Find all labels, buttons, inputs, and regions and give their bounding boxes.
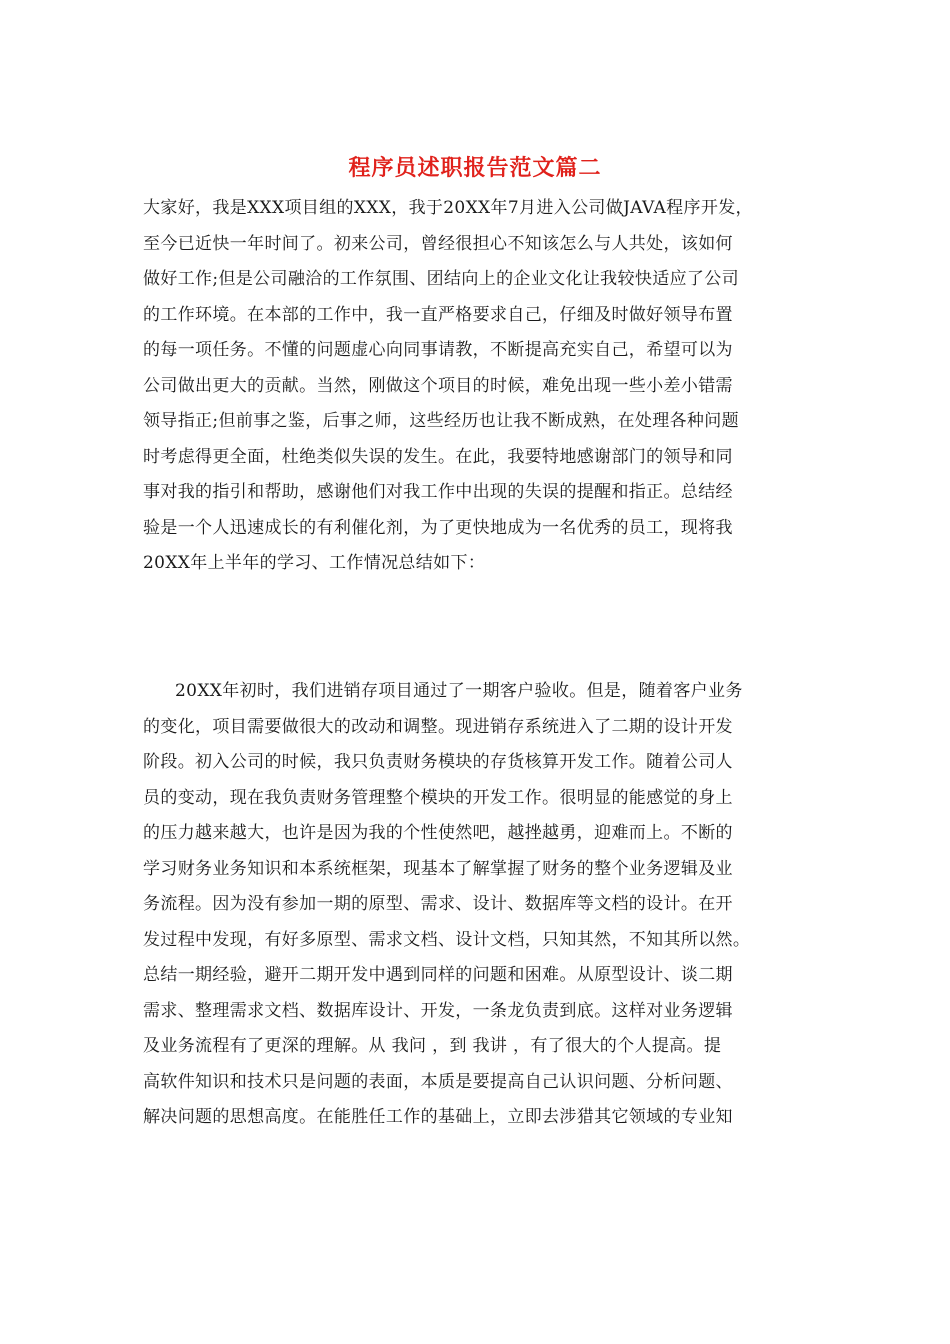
text-line: 学习财务业务知识和本系统框架，现基本了解掌握了财务的整个业务逻辑及业	[143, 858, 733, 879]
text-line: 阶段。初入公司的时候，我只负责财务模块的存货核算开发工作。随着公司人	[143, 752, 733, 772]
text-line: 至今已近快一年时间了。初来公司，曾经很担心不知该怎么与人共处，该如何	[143, 233, 733, 254]
document-title: 程序员述职报告范文篇二	[348, 155, 602, 181]
text-line: 的每一项任务。不懂的问题虚心向同事请教，不断提高充实自己，希望可以为	[143, 340, 733, 360]
text-line: 领导指正;但前事之鉴，后事之师，这些经历也让我不断成熟，在处理各种问题	[143, 411, 739, 431]
text-line: 需求、整理需求文档、数据库设计、开发，一条龙负责到底。这样对业务逻辑	[143, 1000, 733, 1021]
text-line: 总结一期经验，避开二期开发中遇到同样的问题和困难。从原型设计、谈二期	[143, 965, 733, 985]
text-line: 事对我的指引和帮助，感谢他们对我工作中出现的失误的提醒和指正。总结经	[143, 482, 733, 502]
text-line: 的工作环境。在本部的工作中，我一直严格要求自己，仔细及时做好领导布置	[143, 304, 733, 325]
text-line: 高软件知识和技术只是问题的表面，本质是要提高自己认识问题、分析问题、	[143, 1071, 733, 1092]
text-line-indented: 20XX年初时，我们进销存项目通过了一期客户验收。但是，随着客户业务	[175, 681, 743, 701]
text-line: 解决问题的思想高度。在能胜任工作的基础上，立即去涉猎其它领域的专业知	[143, 1107, 733, 1127]
text-line: 发过程中发现，有好多原型、需求文档、设计文档，只知其然，不知其所以然。	[143, 929, 751, 950]
text-line: 大家好，我是XXX项目组的XXX，我于20XX年7月进入公司做JAVA程序开发，	[143, 198, 753, 218]
text-line: 的压力越来越大，也许是因为我的个性使然吧，越挫越勇，迎难而上。不断的	[143, 823, 733, 843]
text-line: 做好工作;但是公司融洽的工作氛围、团结向上的企业文化让我较快适应了公司	[143, 269, 739, 289]
text-line: 公司做出更大的贡献。当然，刚做这个项目的时候，难免出现一些小差小错需	[143, 375, 733, 396]
text-line: 员的变动，现在我负责财务管理整个模块的开发工作。很明显的能感觉的身上	[143, 787, 733, 808]
text-line: 时考虑得更全面，杜绝类似失误的发生。在此，我要特地感谢部门的领导和同	[143, 446, 733, 467]
paragraph-work-summary	[143, 674, 813, 1136]
text-line: 验是一个人迅速成长的有利催化剂，为了更快地成为一名优秀的员工，现将我	[143, 517, 733, 538]
text-line: 务流程。因为没有参加一期的原型、需求、设计、数据库等文档的设计。在开	[143, 894, 733, 914]
text-line: 的变化，项目需要做很大的改动和调整。现进销存系统进入了二期的设计开发	[143, 716, 733, 737]
text-line: 及业务流程有了更深的理解。从 我问 ，到 我讲 ，有了很大的个人提高。提	[143, 1036, 722, 1056]
paragraph-intro	[143, 191, 813, 582]
text-line: 20XX年上半年的学习、工作情况总结如下：	[143, 553, 486, 573]
